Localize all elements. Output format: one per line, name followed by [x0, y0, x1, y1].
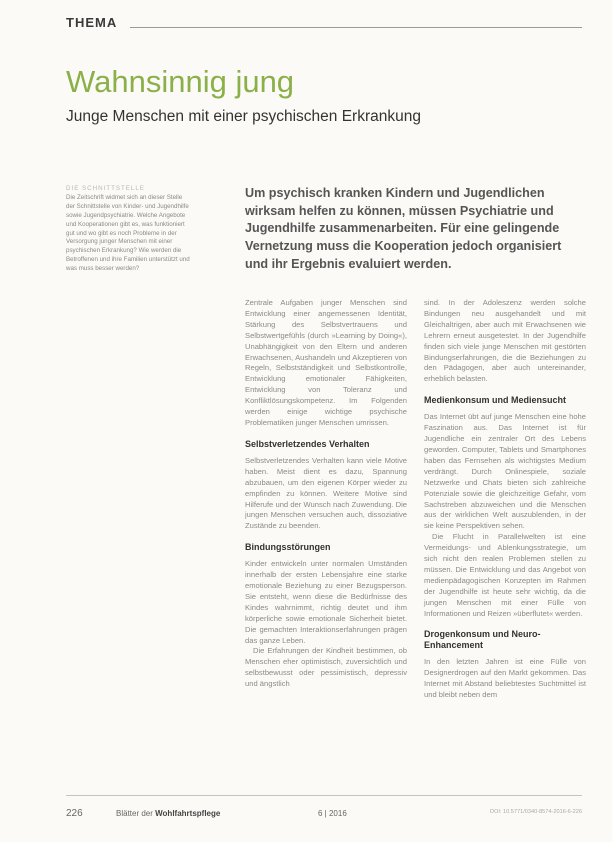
paragraph: Kinder entwickeln unter normalen Umständen innerhalb der ersten Lebensjahre eine starke emotionale Beziehung zu einer Bezugsperson. Sie entsteht, wenn diese die Bedürfnisse des Kindes wahrnimmt, richtig deutet und ihm körperliche sowie emotionale Sicherheit bietet. Die gemachten Interaktionserfahrungen prägen das ganze Leben. [245, 559, 407, 645]
section-heading: Selbstverletzendes Verhalten [245, 438, 370, 449]
paragraph: Selbstverletzendes Verhalten kann viele Motive haben. Meist dient es dazu, Spannung abzubauen, um den eigenen Körper wieder zu empfinden zu können. Weitere Motive sind Hilferufe und der Wunsch nach Zuwendung. Die jungen Menschen versuchen auch, dissoziative Zustände zu beenden. [245, 455, 407, 531]
paragraph: Die Erfahrungen der Kindheit bestimmen, ob Menschen eher optimistisch, zuversichtlich und selbstbewusst oder pessimistisch, depressiv und ängstlich [245, 646, 407, 689]
section-rubric: THEMA [66, 15, 118, 30]
paragraph: Die Flucht in Parallelwelten ist eine Vermeidungs- und Ablenkungsstrategie, um sich nicht den realen Problemen stellen zu müssen. Die Entwicklung und das Angebot von medienpädagogischen Konzepten im Rahmen der Jugendhilfe ist heute sehr wichtig, da die jungen Menschen mit einer Fülle von Informationen und Reizen »überflutet« werden. [424, 532, 586, 618]
sidebar-text: Die Zeitschrift widmet sich an dieser Stelle der Schnittstelle von Kinder- und Jugendhilfe sowie Jugendpsychiatrie. Welche Angebote und Kooperationen gibt es, was funktioniert gut und wo gibt es noch Probleme in der Versorgung junger Menschen mit einer psychischen Erkrankung? Wie werden die Betroffenen und ihre Familien unterstützt und was muss besser werden? [66, 193, 190, 273]
paragraph: Das Internet übt auf junge Menschen eine hohe Faszination aus. Das Internet ist für Jugendliche ein zentraler Ort des Lebens geworden. Computer, Tablets und Smartphones haben das Fernsehen als wichtigstes Medium verdrängt. Durch Onlinespiele, soziale Netzwerke und Chats bieten sich zahlreiche Potenziale sowie die gleichzeitige Gefahr, vom Sachstreben abzuweichen und die Menschen aus der wirklichen Welt auszublenden, in der sie keine Perspektiven sehen. [424, 412, 586, 531]
issue-number: 6 | 2016 [318, 809, 347, 818]
text-column-right [424, 298, 586, 701]
paragraph: sind. In der Adoleszenz werden solche Bindungen neu ausgehandelt und mit Gleichaltrigen, aber auch mit Erwachsenen wie Lehrern erneut ausgetestet. In der Jugendhilfe finden sich viele junge Menschen mit gestörten Bindungserfahrungen, die die Beziehungen zu den Pädagogen, aber auch untereinander, erheblich belasten. [424, 298, 586, 384]
text-column-left [245, 298, 407, 690]
magazine-name [116, 809, 220, 818]
page-footer [66, 808, 582, 822]
doi-note: DOI: 10.5771/0340-8574-2016-6-226 [489, 809, 582, 815]
page-number: 226 [66, 808, 83, 819]
header-rule [130, 27, 582, 28]
section-heading: Medienkonsum und Mediensucht [424, 395, 567, 406]
article-title: Wahnsinnig jung [66, 64, 295, 99]
article-subtitle: Junge Menschen mit einer psychischen Erkrankung [66, 108, 421, 125]
article-lead: Um psychisch kranken Kindern und Jugendlichen wirksam helfen zu können, müssen Psychiatrie und Jugendhilfe zusammenarbeiten. Für eine gelingende Vernetzung muss die Kooperation jedoch organisiert und ihr Ergebnis evaluiert werden. [245, 186, 562, 271]
sidebar-note [66, 185, 190, 274]
sidebar-label: DIE SCHNITTSTELLE [66, 185, 145, 192]
section-heading: Drogenkonsum und Neuro-Enhancement [424, 629, 541, 651]
magazine-name-prefix: Blätter der [116, 809, 156, 818]
paragraph: In den letzten Jahren ist eine Fülle von Designerdrogen auf den Markt gekommen. Das Internet mit Abstand beliebtestes Suchtmittel ist und bleibt neben dem [424, 657, 586, 700]
paragraph: Zentrale Aufgaben junger Menschen sind Entwicklung einer angemessenen Identität, Stärkung des Selbstvertrauens und Selbstwertgefühls (durch »Learning by Doing«), Unabhängigkeit von den Eltern und anderen Erwachsenen, Aushandeln und Akzeptieren von Regeln, Selbstständigkeit und Selbstkontrolle, Entwicklung emotionaler Fähigkeiten, Entwicklung von Toleranz und Konfliktlösungskompetenz. Im Folgenden werden einige wichtige psychische Problematiken junger Menschen umrissen. [245, 298, 407, 427]
footer-rule [66, 795, 582, 796]
magazine-name-bold: Wohlfahrtspflege [155, 809, 221, 818]
section-heading: Bindungsstörungen [245, 542, 331, 553]
